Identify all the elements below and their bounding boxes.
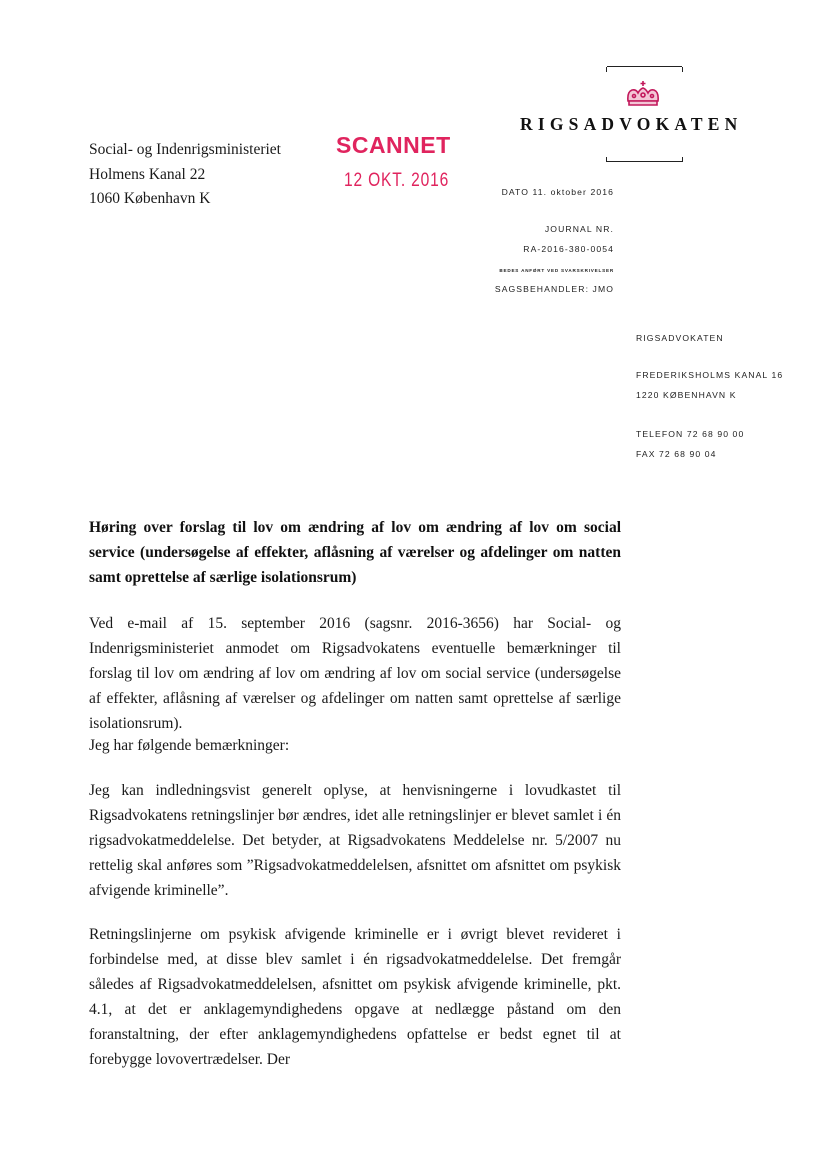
- letterhead-bottom-rule: [607, 161, 682, 162]
- body-paragraph-4: Retningslinjerne om psykisk afvigende kriminelle er i øvrigt blevet revideret i forbindelse med, at disse blev samlet i én rigsadvokatmeddelelse. Det fremgår således af Rigsadvokatmeddelelsen, afsnittet om psykisk afvigende kriminelle, pkt. 4.1, at det er anklagemyndighedens opgave at nedlægge påstand om den foranstaltning, der efter anklagemyndighedens opfattelse er bedst egnet til at forebygge lovovertrædelser. Der: [89, 926, 621, 1068]
- case-handler: SAGSBEHANDLER: JMO: [494, 284, 614, 294]
- body-paragraph-1: Ved e-mail af 15. september 2016 (sagsnr. 2016-3656) har Social- og Indenrigsministeriet anmodet om Rigsadvokatens eventuelle bemærkninger til forslag til lov om ændring af lov om ændring af lov om social service (undersøgelse af effekter, aflåsning af værelser og afdelinger om natten samt oprettelse af særlige isolationsrum).: [89, 615, 621, 732]
- letter-date: DATO 11. oktober 2016: [501, 187, 614, 197]
- sender-name: RIGSADVOKATEN: [636, 333, 724, 343]
- recipient-address: [89, 138, 281, 212]
- body-paragraph-2: Jeg har følgende bemærkninger:: [89, 737, 290, 754]
- sender-phone: TELEFON 72 68 90 00: [636, 429, 745, 439]
- journal-number: RA-2016-380-0054: [523, 244, 614, 254]
- reference-note: BEDES ANFØRT VED SVARSKRIVELSER: [499, 268, 614, 273]
- sender-street: FREDERIKSHOLMS KANAL 16: [636, 370, 784, 380]
- recipient-street: Holmens Kanal 22: [89, 165, 206, 183]
- journal-label: JOURNAL NR.: [544, 224, 614, 234]
- scanned-stamp: SCANNET: [336, 132, 451, 158]
- letterhead-top-rule: [607, 66, 682, 67]
- sender-city: 1220 KØBENHAVN K: [636, 390, 737, 400]
- scanned-stamp-date: 12 OKT. 2016: [344, 170, 450, 191]
- recipient-name: Social- og Indenrigsministeriet: [89, 141, 281, 158]
- crown-icon: [623, 80, 663, 108]
- letter-subject: Høring over forslag til lov om ændring af lov om ændring af lov om social service (undersøgelse af effekter, aflåsning af værelser og afdelinger om natten samt oprettelse af særlige isolationsrum): [89, 519, 621, 586]
- sender-fax: FAX 72 68 90 04: [636, 449, 717, 459]
- brand-name: RIGSADVOKATEN: [520, 114, 743, 134]
- body-paragraph-3: Jeg kan indledningsvist generelt oplyse, at henvisningerne i lovudkastet til Rigsadvokatens retningslinjer bør ændres, idet alle retningslinjer er blevet samlet i én rigsadvokatmeddelelse. Det betyder, at Rigsadvokatens Meddelelse nr. 5/2007 nu rettelig skal anføres som ”Rigsadvokatmeddelelsen, afsnittet om afsnittet om psykisk afvigende kriminelle”.: [89, 782, 621, 899]
- recipient-city: 1060 København K: [89, 190, 211, 207]
